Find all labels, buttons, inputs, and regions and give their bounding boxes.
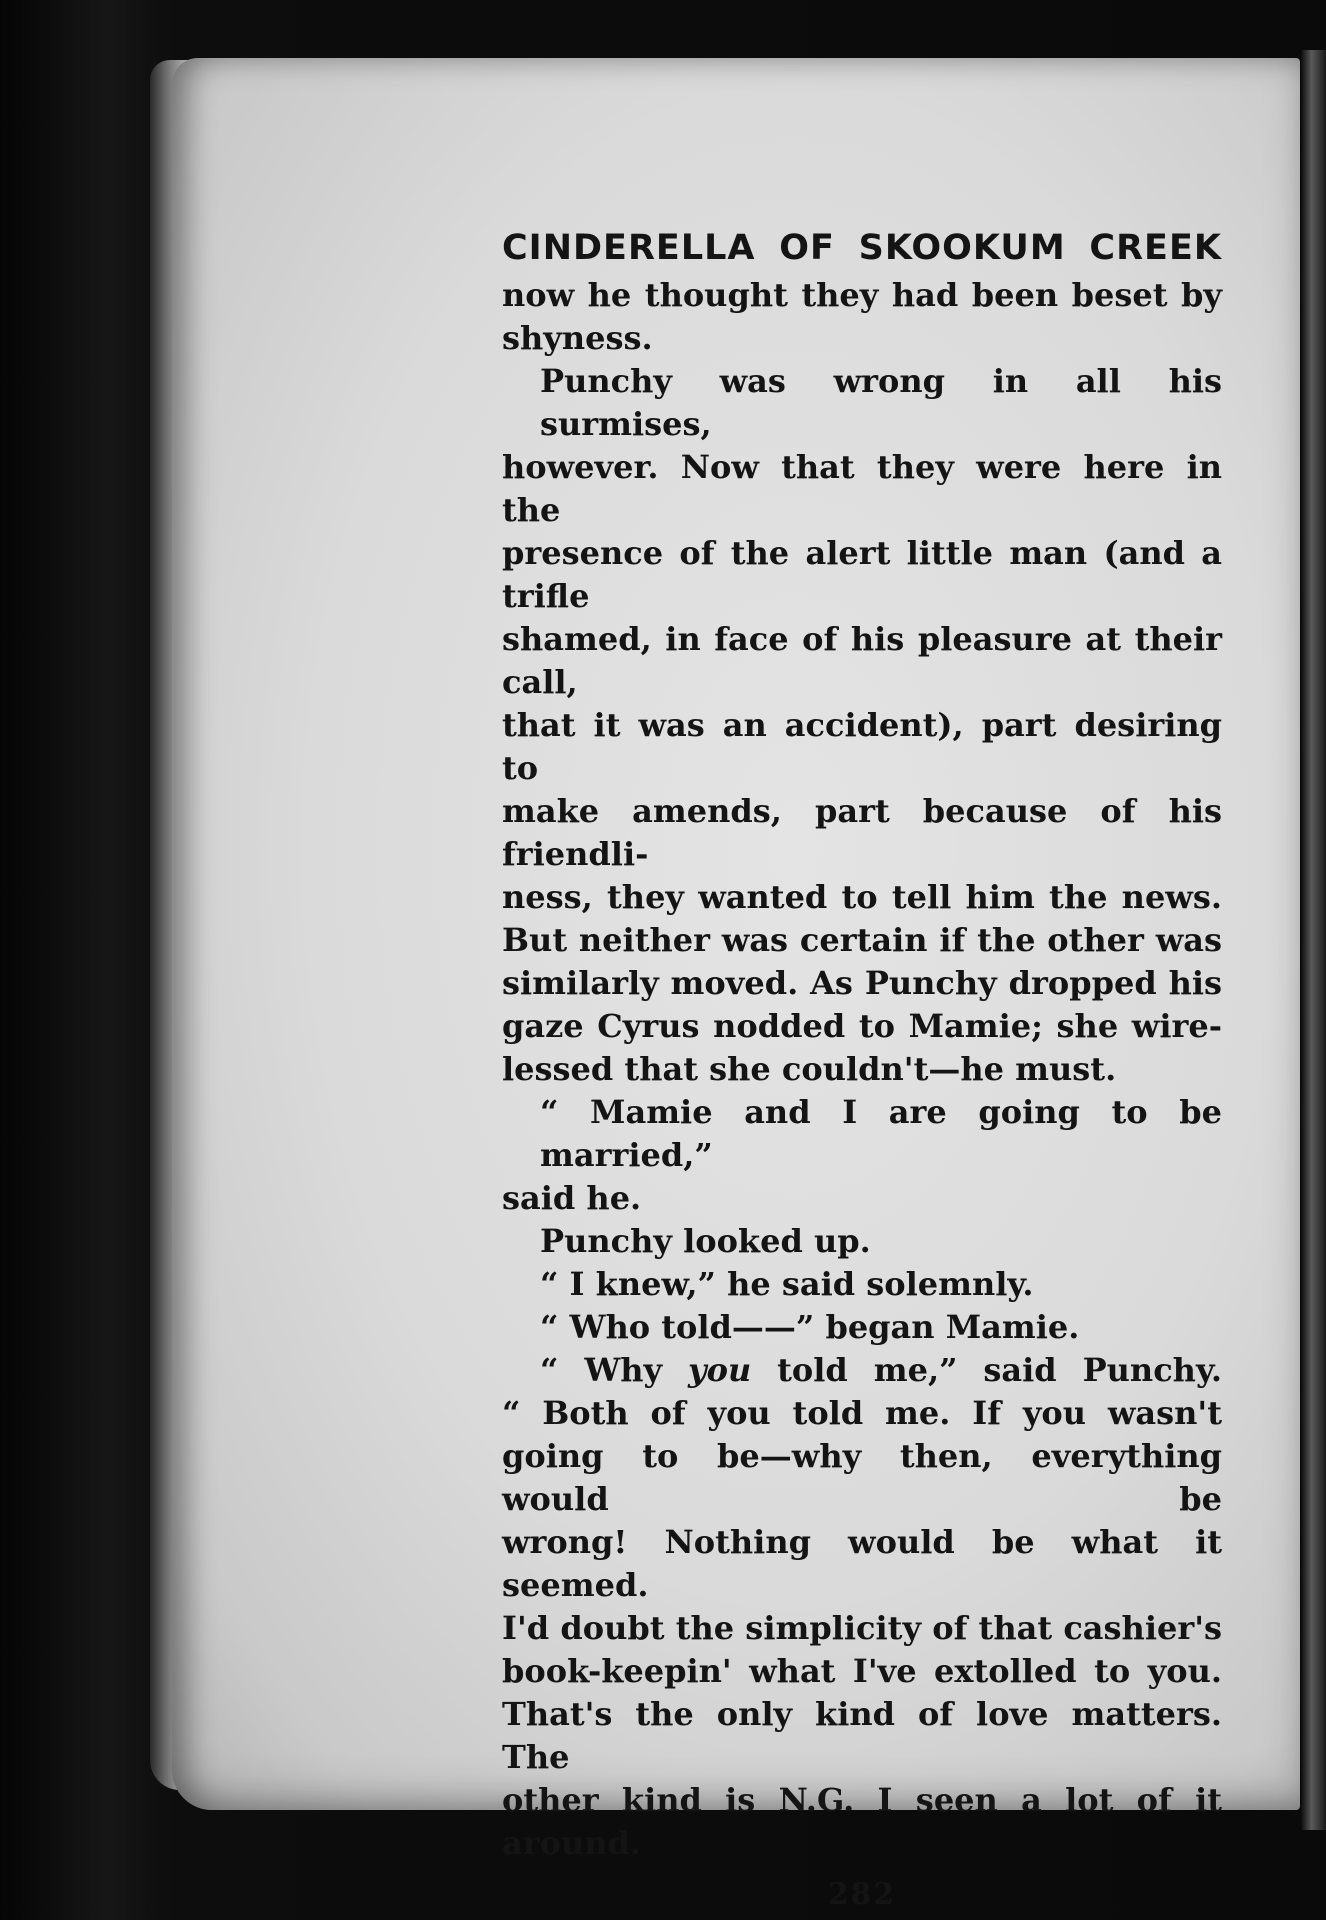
page-text [502, 228, 1222, 1912]
text-line: book-keepin' what I've extolled to you. [502, 1652, 1222, 1690]
text-line: But neither was certain if the other was [502, 921, 1222, 959]
text-line: gaze Cyrus nodded to Mamie; she wire- [502, 1007, 1222, 1045]
running-head: CINDERELLA OF SKOOKUM CREEK [502, 228, 1222, 268]
text-line: wrong! Nothing would be what it seemed. [502, 1523, 1222, 1604]
text-line: now he thought they had been beset by [502, 276, 1222, 314]
text-line: Punchy was wrong in all his surmises, [540, 362, 1222, 443]
facing-page-edge [1300, 50, 1326, 1830]
text-line: going to be—why then, everything would be [502, 1437, 1222, 1518]
text-line: that it was an accident), part desiring to [502, 706, 1222, 787]
paragraph [502, 360, 1222, 1091]
text-line: I'd doubt the simplicity of that cashier's [502, 1609, 1222, 1647]
text-line: “ Mamie and I are going to be married,” [540, 1093, 1222, 1174]
text-line: shyness. [502, 319, 653, 357]
text-line: presence of the alert little man (and a trifle [502, 534, 1222, 615]
page-number: 282 [827, 1877, 897, 1912]
text-line: “ Both of you told me. If you wasn't [502, 1394, 1222, 1432]
paragraph [502, 1306, 1222, 1349]
text-line: “ Who told——” began Mamie. [540, 1308, 1080, 1346]
text-line: said he. [502, 1179, 642, 1217]
text-line: ness, they wanted to tell him the news. [502, 878, 1222, 916]
italic-word: you [688, 1351, 752, 1389]
text-line: That's the only kind of love matters. The [502, 1695, 1222, 1776]
text-line: other kind is N.G. I seen a lot of it around. [502, 1781, 1222, 1862]
text-line: make amends, part because of his friendli- [502, 792, 1222, 873]
text-line: shamed, in face of his pleasure at their call, [502, 620, 1222, 701]
paragraph [502, 1091, 1222, 1220]
text-line-with-italic: “ Why you told me,” said Punchy. [540, 1351, 1222, 1389]
paragraph [502, 274, 1222, 360]
text-line: however. Now that they were here in the [502, 448, 1222, 529]
paragraph [502, 1263, 1222, 1306]
paragraph [502, 1220, 1222, 1263]
paragraph [502, 1349, 1222, 1865]
text-line: similarly moved. As Punchy dropped his [502, 964, 1222, 1002]
text-line: Punchy looked up. [540, 1222, 871, 1260]
text-line: “ I knew,” he said solemnly. [540, 1265, 1034, 1303]
text-line: lessed that she couldn't—he must. [502, 1050, 1117, 1088]
